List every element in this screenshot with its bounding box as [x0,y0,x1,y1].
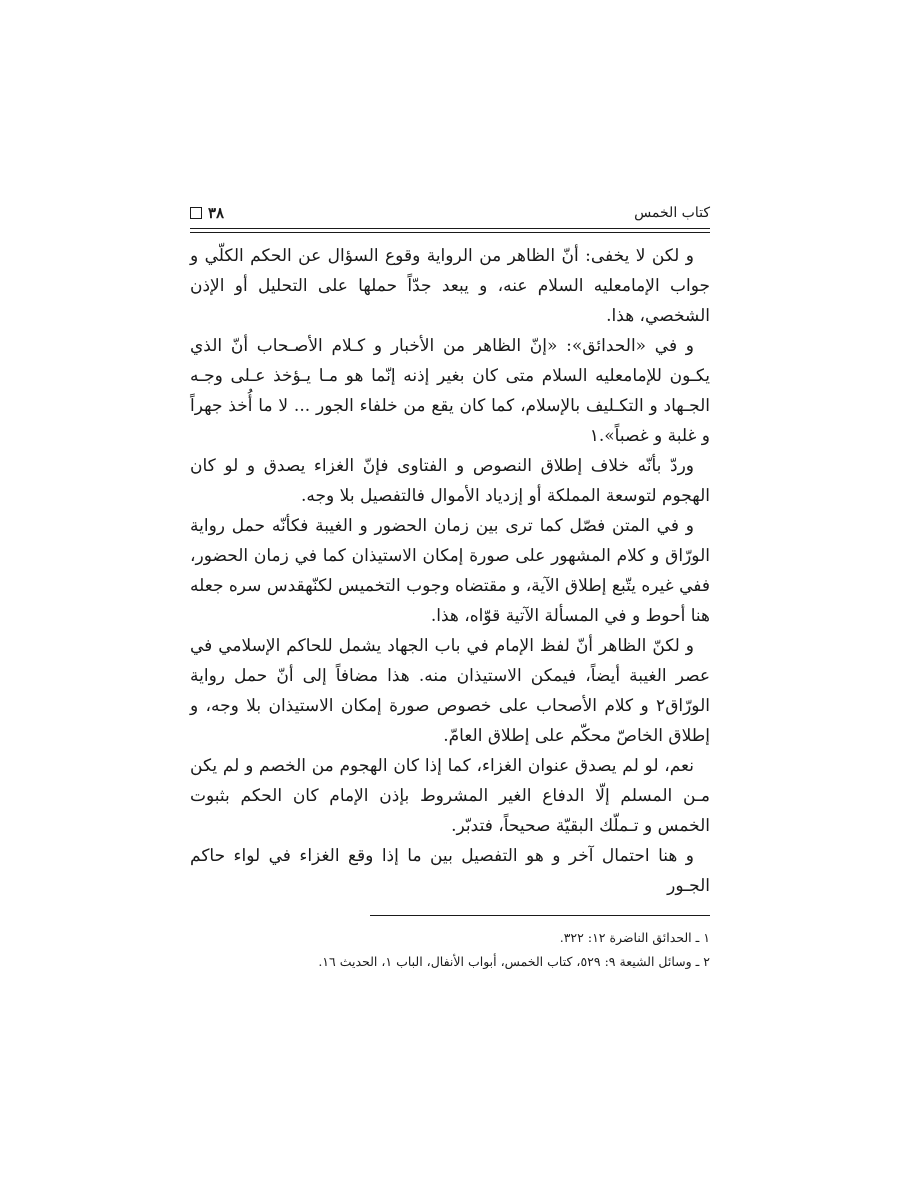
footnote: ٢ ـ وسائل الشيعة ٩: ٥٢٩، كتاب الخمس، أبواب الأنفال، الباب ١، الحديث ١٦. [318,954,710,969]
paragraph: و في «الحدائق»: «إنّ الظاهر من الأخبار و كـلام الأصـحاب أنّ الذي يكـون للإمامعليه السلام متى كان بغير إذنه إنّما هو مـا يـؤخذ عـلى وجـه الجـهاد و التكـليف بالإسلام، كما كان يقع من خلفاء الجور ... لا ما أُخذ جهراً و غلبة و غصباً».١ [190,336,710,446]
page-number: ٣٨ [208,204,225,222]
book-page [190,200,710,974]
paragraph: و هنا احتمال آخر و هو التفصيل بين ما إذا وقع الغزاء في لواء حاكم الجـور [190,846,710,896]
paragraph: و لكن لا يخفى: أنّ الظاهر من الرواية وقوع السؤال عن الحكم الكلّي و جواب الإمامعليه السلام عنه، و يبعد جدّاً حملها على التحليل أو الإذن الشخصي، هذا. [190,246,710,326]
square-box-icon [190,207,202,219]
footnotes [190,926,710,974]
running-title: كتاب الخمس [634,205,710,221]
paragraph: وردّ بأنّه خلاف إطلاق النصوص و الفتاوى فإنّ الغزاء يصدق و لو كان الهجوم لتوسعة المملكة أو إزدياد الأموال فالتفصيل بلا وجه. [190,456,710,506]
body-text [190,241,710,901]
paragraph: نعم، لو لم يصدق عنوان الغزاء، كما إذا كان الهجوم من الخصم و لم يكن مـن المسلم إلّا الدفاع الغير المشروط بإذن الإمام كان الحكم بثبوت الخمس و تـملّك البقيّة صحيحاً، فتدبّر. [190,756,710,836]
paragraph: و لكنّ الظاهر أنّ لفظ الإمام في باب الجهاد يشمل للحاكم الإسلامي في عصر الغيبة أيضاً، فيمكن الاستيذان منه. هذا مضافاً إلى أنّ حمل رواية الورّاق٢ و كلام الأصحاب على خصوص صورة إمكان الاستيذان بلا وجه، و إطلاق الخاصّ محكّم على إطلاق العامّ. [190,636,710,746]
paragraph: و في المتن فصّل كما ترى بين زمان الحضور و الغيبة فكأنّه حمل رواية الورّاق و كلام المشهور على صورة إمكان الاستيذان كما في زمان الحضور، ففي غيره يتّبع إطلاق الآية، و مقتضاه وجوب التخميس لكنّهقدس سره جعله هنا أحوط و في المسألة الآتية قوّاه، هذا. [190,516,710,626]
header-double-rule [190,228,710,233]
footnote: ١ ـ الحدائق الناضرة ١٢: ٣٢٢. [559,930,710,945]
running-header [190,200,710,226]
footnote-separator [370,915,710,916]
page-number-group [190,204,224,222]
